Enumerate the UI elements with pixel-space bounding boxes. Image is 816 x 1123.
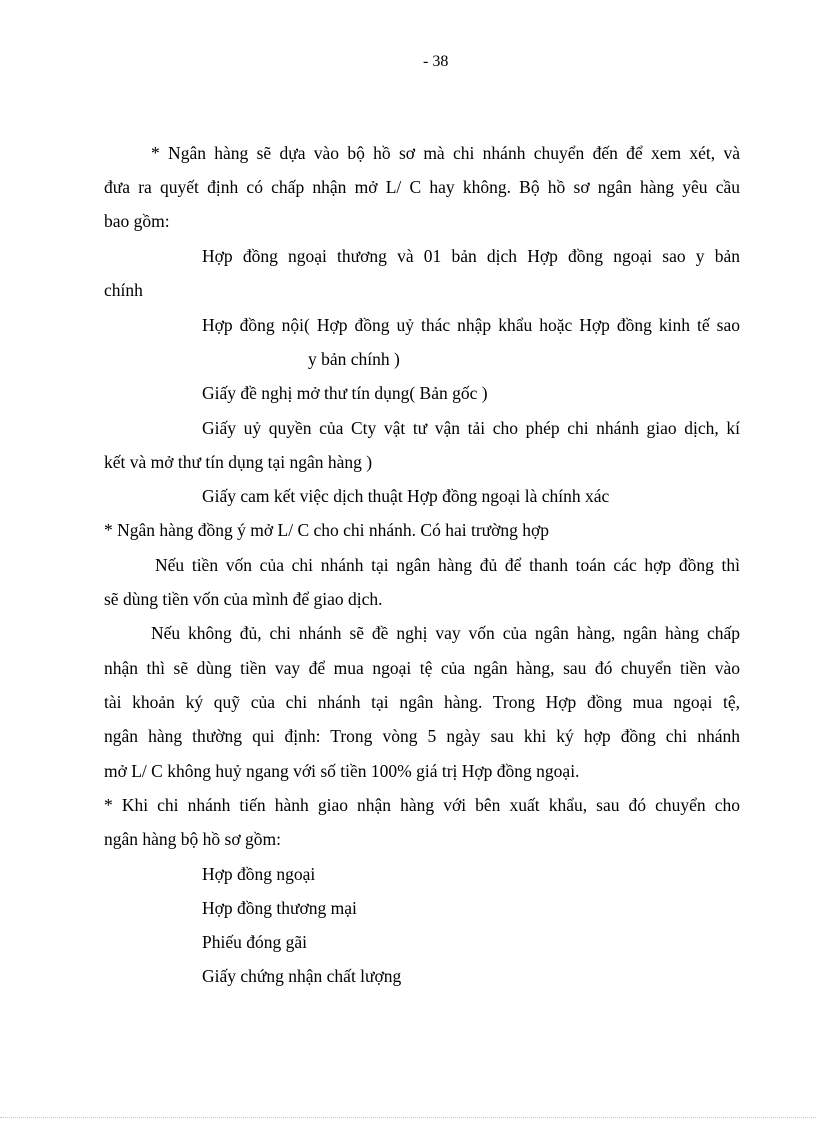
text-line: Hợp đồng thương mại: [202, 898, 357, 918]
page-bottom-rule: [0, 1117, 816, 1118]
page-number: - 38: [423, 53, 449, 70]
text-line: Hợp đồng ngoại thương và 01 bản dịch Hợp đồng ngoại sao y bản: [202, 246, 740, 266]
text-line: Giấy chứng nhận chất lượng: [202, 966, 402, 986]
text-line: y bản chính ): [308, 349, 400, 369]
text-line: Giấy đề nghị mở thư tín dụng( Bản gốc ): [202, 383, 488, 403]
text-line: Phiếu đóng gãi: [202, 932, 307, 952]
text-line: tài khoản ký quỹ của chi nhánh tại ngân hàng. Trong Hợp đồng mua ngoại tệ,: [104, 692, 740, 712]
text-line: Hợp đồng ngoại: [202, 864, 316, 884]
text-line: Hợp đồng nội( Hợp đồng uỷ thác nhập khẩu hoặc Hợp đồng kinh tế sao: [202, 315, 740, 335]
text-line: ngân hàng bộ hồ sơ gồm:: [104, 829, 281, 849]
text-line: sẽ dùng tiền vốn của mình để giao dịch.: [104, 589, 383, 609]
text-line: * Khi chi nhánh tiến hành giao nhận hàng với bên xuất khẩu, sau đó chuyển cho: [104, 795, 740, 815]
text-line: kết và mở thư tín dụng tại ngân hàng ): [104, 452, 373, 472]
text-line: bao gồm:: [104, 211, 170, 231]
text-line: Giấy uỷ quyền của Cty vật tư vận tải cho phép chi nhánh giao dịch, kí: [202, 418, 740, 438]
text-line: Nếu tiền vốn của chi nhánh tại ngân hàng đủ để thanh toán các hợp đồng thì: [155, 555, 740, 575]
text-line: * Ngân hàng đồng ý mở L/ C cho chi nhánh. Có hai trường hợp: [104, 520, 550, 540]
text-line: mở L/ C không huỷ ngang với số tiền 100% giá trị Hợp đồng ngoại.: [104, 761, 580, 781]
text-line: Nếu không đủ, chi nhánh sẽ đề nghị vay vốn của ngân hàng, ngân hàng chấp: [151, 623, 740, 643]
text-line: chính: [104, 280, 143, 300]
text-line: Giấy cam kết việc dịch thuật Hợp đồng ngoại là chính xác: [202, 486, 610, 506]
text-line: ngân hàng thường qui định: Trong vòng 5 ngày sau khi ký hợp đồng chi nhánh: [104, 726, 740, 746]
text-line: đưa ra quyết định có chấp nhận mở L/ C hay không. Bộ hồ sơ ngân hàng yêu cầu: [104, 177, 740, 197]
text-line: * Ngân hàng sẽ dựa vào bộ hồ sơ mà chi nhánh chuyển đến để xem xét, và: [151, 143, 740, 163]
text-line: nhận thì sẽ dùng tiền vay để mua ngoại tệ của ngân hàng, sau đó chuyển tiền vào: [104, 658, 740, 678]
